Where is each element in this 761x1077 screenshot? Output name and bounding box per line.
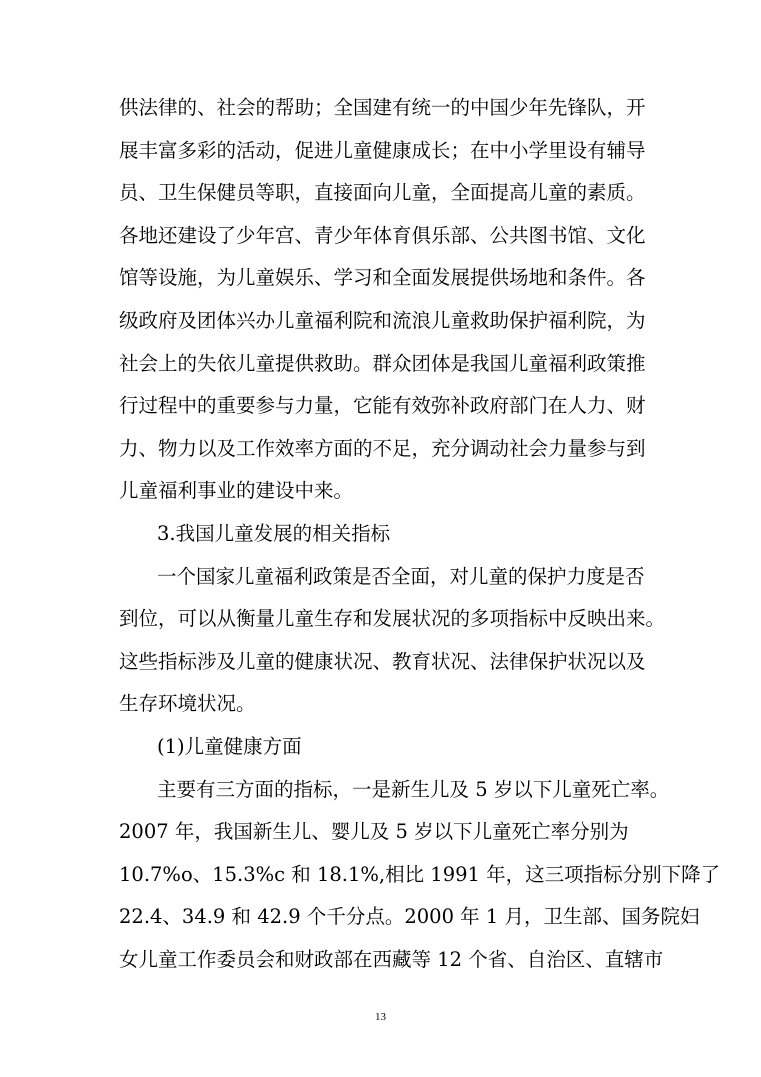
text-line: 主要有三方面的指标，一是新生儿及 5 岁以下儿童死亡率。 bbox=[157, 778, 670, 801]
text-line: 展丰富多彩的活动，促进儿童健康成长；在中小学里设有辅导 bbox=[119, 139, 646, 162]
text-line: 儿童福利事业的建设中来。 bbox=[119, 479, 354, 502]
text-line: 这些指标涉及儿童的健康状况、教育状况、法律保护状况以及 bbox=[119, 650, 646, 673]
page-number: 13 bbox=[375, 1011, 386, 1023]
subsection-heading: (1)儿童健康方面 bbox=[157, 735, 302, 758]
text-line: 到位，可以从衡量儿童生存和发展状况的多项指标中反映出来。 bbox=[119, 607, 666, 630]
text-line: 员、卫生保健员等职，直接面向儿童，全面提高儿童的素质。 bbox=[119, 181, 646, 204]
text-line: 生存环境状况。 bbox=[119, 692, 256, 715]
text-line: 行过程中的重要参与力量，它能有效弥补政府部门在人力、财 bbox=[119, 394, 646, 417]
text-line: 馆等设施，为儿童娱乐、学习和全面发展提供场地和条件。各 bbox=[119, 266, 646, 289]
text-line: 10.7%o、15.3%c 和 18.1%,相比 1991 年，这三项指标分别下降了 bbox=[119, 863, 721, 886]
section-heading: 3.我国儿童发展的相关指标 bbox=[157, 522, 391, 545]
text-line: 力、物力以及工作效率方面的不足，充分调动社会力量参与到 bbox=[119, 437, 646, 460]
text-line: 一个国家儿童福利政策是否全面，对儿童的保护力度是否 bbox=[157, 565, 645, 588]
text-line: 2007 年，我国新生儿、婴儿及 5 岁以下儿童死亡率分别为 bbox=[119, 820, 629, 843]
text-line: 各地还建设了少年宫、青少年体育俱乐部、公共图书馆、文化 bbox=[119, 224, 646, 247]
text-line: 社会上的失依儿童提供救助。群众团体是我国儿童福利政策推 bbox=[119, 352, 646, 375]
text-line: 级政府及团体兴办儿童福利院和流浪儿童救助保护福利院，为 bbox=[119, 309, 646, 332]
text-line: 供法律的、社会的帮助；全国建有统一的中国少年先锋队，开 bbox=[119, 96, 646, 119]
text-line: 女儿童工作委员会和财政部在西藏等 12 个省、自治区、直辖市 bbox=[119, 948, 664, 971]
text-line: 22.4、34.9 和 42.9 个千分点。2000 年 1 月，卫生部、国务院妇 bbox=[119, 905, 700, 928]
